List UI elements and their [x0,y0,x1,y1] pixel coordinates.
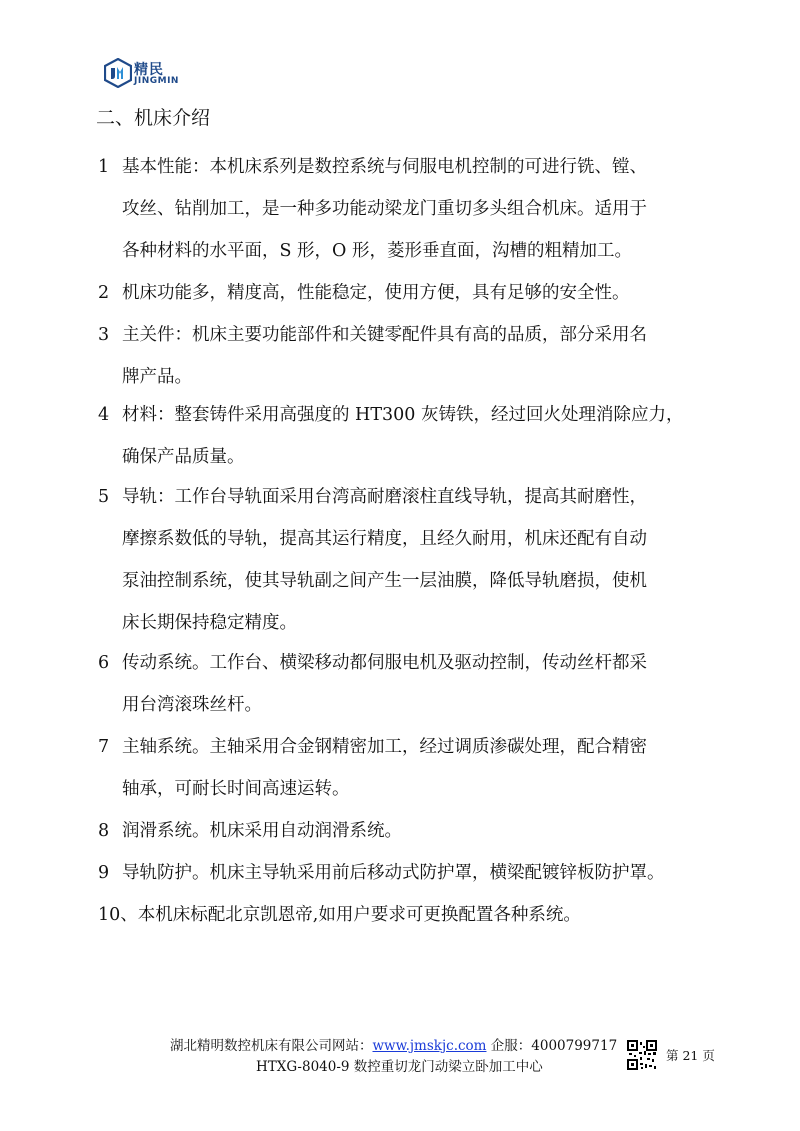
company-logo [104,58,184,92]
item-number: 3 [98,325,110,345]
footer-company: 湖北精明数控机床有限公司网站： [170,1038,373,1054]
logo-brand-cn: 精民 [134,62,164,78]
item-line: 传动系统。工作台、横梁移动都伺服电机及驱动控制，传动丝杆都采 [122,653,647,673]
item-line: 机床功能多，精度高，性能稳定，使用方便，具有足够的安全性。 [122,283,630,303]
item-line: 攻丝、钻削加工，是一种多功能动梁龙门重切多头组合机床。适用于 [122,199,647,219]
page-number: 第 21 页 [666,1048,715,1063]
footer-model-line: HTXG-8040-9 数控重切龙门动梁立卧加工中心 [256,1059,543,1075]
item-line: 材料：整套铸件采用高强度的 HT300 灰铸铁，经过回火处理消除应力， [122,405,684,425]
item-line: 泵油控制系统，使其导轨副之间产生一层油膜，降低导轨磨损，使机 [122,571,647,591]
item-line: 确保产品质量。 [122,447,245,467]
item-line: 导轨：工作台导轨面采用台湾高耐磨滚柱直线导轨，提高其耐磨性， [122,487,647,507]
item-line: 牌产品。 [122,367,192,387]
item-line: 10、本机床标配北京凯恩帝,如用户要求可更换配置各种系统。 [98,905,581,925]
item-line: 床长期保持稳定精度。 [122,613,297,633]
website-link[interactable]: www.jmskjc.com [372,1038,487,1054]
section-title: 二、机床介绍 [96,107,211,129]
item-number: 8 [98,821,110,841]
item-number: 5 [98,487,110,507]
item-line: 轴承，可耐长时间高速运转。 [122,779,350,799]
footer-contact-line [170,1036,617,1056]
item-number: 9 [98,863,110,883]
footer-phone: 企服：4000799717 [486,1038,618,1054]
item-line: 导轨防护。机床主导轨采用前后移动式防护罩，横梁配镀锌板防护罩。 [122,863,665,883]
item-line: 主关件：机床主要功能部件和关键零配件具有高的品质，部分采用名 [122,325,647,345]
item-line: 用台湾滚珠丝杆。 [122,695,262,715]
item-line: 各种材料的水平面，S 形，O 形，菱形垂直面，沟槽的粗精加工。 [122,241,632,261]
item-line: 润滑系统。机床采用自动润滑系统。 [122,821,402,841]
qr-code-icon [627,1040,657,1070]
item-line: 主轴系统。主轴采用合金钢精密加工，经过调质渗碳处理，配合精密 [122,737,647,757]
logo-brand-en: JINGMIN [134,76,179,86]
list-item-10 [98,894,738,936]
item-number: 2 [98,283,110,303]
item-number: 1 [98,157,110,177]
item-number: 7 [98,737,110,757]
item-number: 6 [98,653,110,673]
jingmin-logo-icon [104,58,132,88]
item-number: 4 [98,405,110,425]
item-line: 基本性能：本机床系列是数控系统与伺服电机控制的可进行铣、镗、 [122,157,647,177]
item-line: 摩擦系数低的导轨，提高其运行精度，且经久耐用，机床还配有自动 [122,529,647,549]
